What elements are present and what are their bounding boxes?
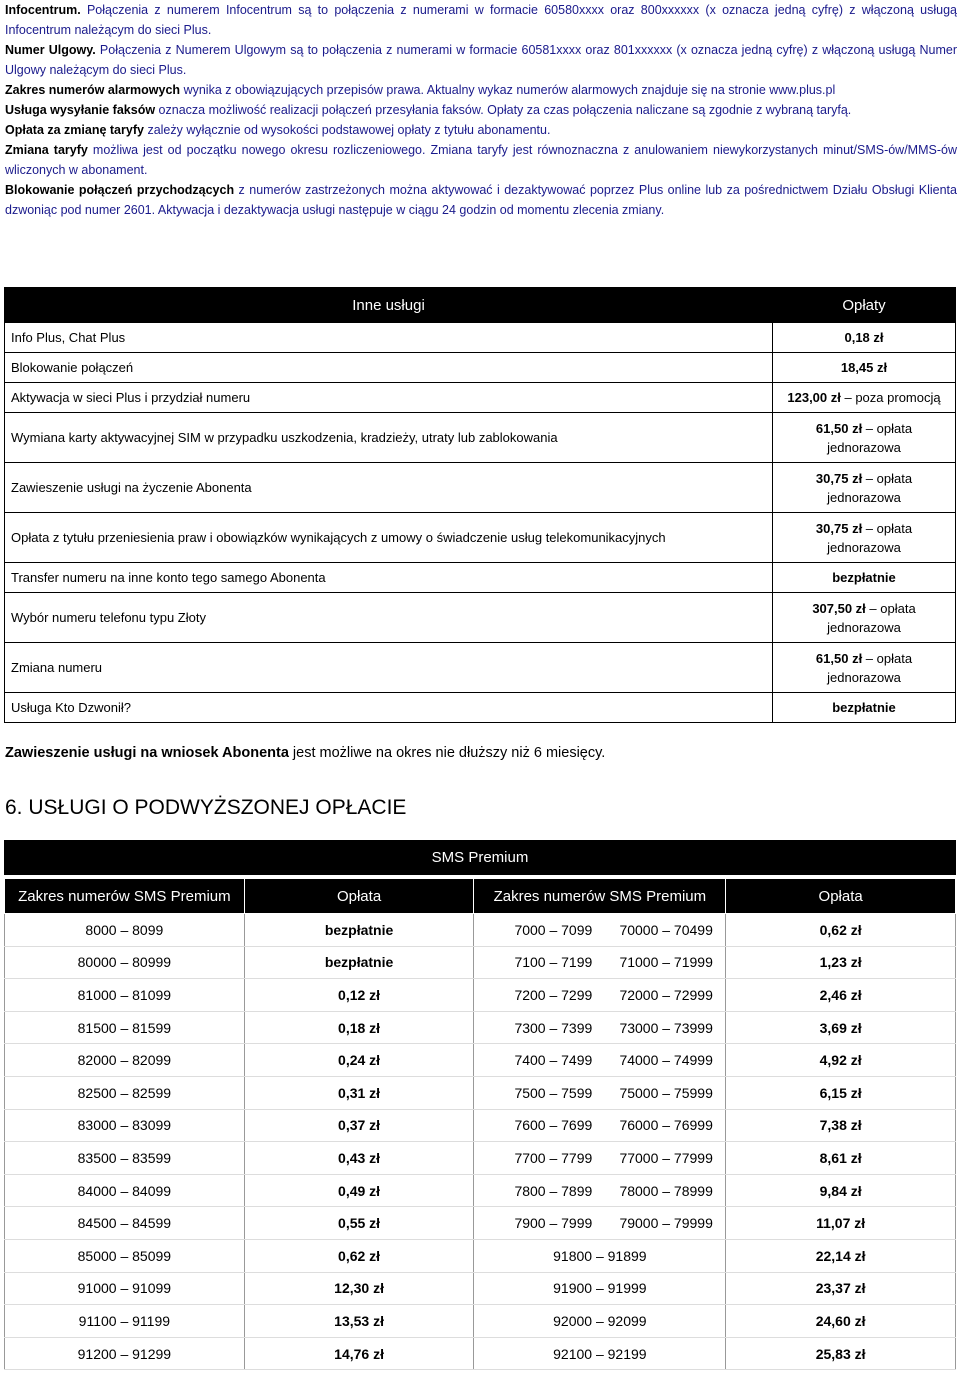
intro-fax-bold: Usługa wysyłanie faksów	[5, 103, 156, 117]
sms-range-1: 84500 – 84599	[5, 1207, 245, 1240]
intro-call-blocking-bold: Blokowanie połączeń przychodzących	[5, 183, 235, 197]
sms-range-2: 92100 – 92199	[474, 1337, 726, 1370]
sms-fee-2: 23,37 zł	[726, 1272, 956, 1305]
sms-fee-1: 0,43 zł	[244, 1142, 474, 1175]
sms-range-1: 82000 – 82099	[5, 1044, 245, 1077]
sms-range-2	[474, 1207, 726, 1240]
sms-range-2	[474, 979, 726, 1012]
sms-range-2-long: 75000 – 75999	[619, 1084, 713, 1101]
sms-row	[5, 946, 956, 979]
intro-tariff-fee-text: zależy wyłącznie od wysokości podstawowej opłaty z tytułu abonamentu.	[147, 123, 551, 137]
sms-range-2-long: 76000 – 76999	[619, 1117, 713, 1134]
services-row	[5, 693, 956, 723]
sms-row	[5, 1239, 956, 1272]
sms-range-1: 91100 – 91199	[5, 1305, 245, 1338]
service-fee-note: – poza promocją	[840, 390, 941, 405]
services-header-fee: Opłaty	[773, 288, 956, 323]
services-body	[5, 323, 956, 723]
services-row	[5, 513, 956, 563]
service-fee-note: – opłata jednorazowa	[827, 650, 913, 685]
sms-fee-1: bezpłatnie	[244, 914, 474, 947]
intro-tariff-change-text: możliwa jest od początku nowego okresu rozliczeniowego. Zmiana taryfy jest równoznaczna z anulowaniem niewykorzystanych minut/SMS-ów/MMS-ów wliczonych w abonament.	[5, 143, 957, 177]
service-name: Info Plus, Chat Plus	[5, 323, 773, 353]
service-fee	[773, 593, 956, 643]
sms-row	[5, 1142, 956, 1175]
sms-row	[5, 979, 956, 1012]
sms-body	[5, 914, 956, 1370]
sms-fee-2: 0,62 zł	[726, 914, 956, 947]
service-fee-amount: 30,75 zł	[815, 520, 863, 536]
sms-range-1: 80000 – 80999	[5, 946, 245, 979]
service-fee-note: – opłata jednorazowa	[827, 600, 916, 635]
services-row	[5, 463, 956, 513]
service-fee-amount: bezpłatnie	[832, 700, 896, 715]
sms-row	[5, 1305, 956, 1338]
sms-range-2-short: 7800 – 7899	[514, 1182, 593, 1199]
service-fee	[773, 563, 956, 593]
service-fee-amount: 18,45 zł	[840, 360, 888, 375]
sms-range-2-long: 79000 – 79999	[619, 1215, 713, 1232]
sms-fee-1: 0,62 zł	[244, 1239, 474, 1272]
service-fee	[773, 323, 956, 353]
sms-range-1: 85000 – 85099	[5, 1239, 245, 1272]
service-name: Zmiana numeru	[5, 643, 773, 693]
services-header-row	[5, 288, 956, 323]
sms-range-2	[474, 1109, 726, 1142]
intro-numer-ulgowy-bold: Numer Ulgowy.	[5, 43, 96, 57]
service-fee-note: – opłata jednorazowa	[827, 420, 913, 455]
sms-range-1: 81000 – 81099	[5, 979, 245, 1012]
intro-call-blocking-text: z numerów zastrzeżonych można aktywować i dezaktywować poprzez Plus online lub za pośrednictwem Działu Obsługi Klienta dzwoniąc pod numer 2601. Aktywacja i dezaktywacja usługi następuje w ciągu 24 godzin od momentu zlecenia zmiany.	[5, 183, 957, 217]
sms-range-2-short: 7100 – 7199	[514, 954, 593, 971]
intro-call-blocking	[5, 180, 957, 220]
service-name: Opłata z tytułu przeniesienia praw i obowiązków wynikających z umowy o świadczenie usług telekomunikacyjnych	[5, 513, 773, 563]
sms-range-2-long: 78000 – 78999	[619, 1182, 713, 1199]
service-fee-amount: 61,50 zł	[815, 420, 863, 436]
intro-infocentrum	[5, 0, 957, 40]
intro-numer-ulgowy	[5, 40, 957, 80]
sms-range-2-long: 73000 – 73999	[619, 1019, 713, 1036]
sms-fee-1: 0,31 zł	[244, 1076, 474, 1109]
sms-fee-2: 1,23 zł	[726, 946, 956, 979]
sms-range-2: 91900 – 91999	[474, 1272, 726, 1305]
sms-range-2	[474, 1011, 726, 1044]
sms-range-2-short: 7500 – 7599	[514, 1084, 593, 1101]
service-fee	[773, 463, 956, 513]
service-fee-amount: 123,00 zł	[787, 390, 841, 405]
sms-fee-1: 0,37 zł	[244, 1109, 474, 1142]
sms-header-range-2: Zakres numerów SMS Premium	[474, 879, 726, 914]
intro-numer-ulgowy-text: Połączenia z Numerem Ulgowym są to połączenia z numerami w formacie 60581xxxx oraz 801xxxxxx (x oznacza jedną cyfrę) z włączoną usługą Numer Ulgowy należącym do sieci Plus.	[5, 43, 958, 77]
sms-premium-table	[4, 878, 956, 1370]
service-fee-amount: 0,18 zł	[844, 330, 884, 345]
service-name: Wymiana karty aktywacyjnej SIM w przypadku uszkodzenia, kradzieży, utraty lub zablokowania	[5, 413, 773, 463]
sms-range-2-long: 77000 – 77999	[619, 1149, 713, 1166]
sms-premium-title: SMS Premium	[4, 840, 956, 875]
sms-fee-2: 7,38 zł	[726, 1109, 956, 1142]
sms-fee-1: 0,24 zł	[244, 1044, 474, 1077]
service-fee	[773, 643, 956, 693]
sms-range-2-long: 72000 – 72999	[619, 986, 713, 1003]
sms-range-2-short: 7600 – 7699	[514, 1117, 593, 1134]
sms-fee-1: bezpłatnie	[244, 946, 474, 979]
sms-fee-2: 4,92 zł	[726, 1044, 956, 1077]
sms-fee-1: 12,30 zł	[244, 1272, 474, 1305]
suspension-note	[5, 745, 605, 761]
service-name: Blokowanie połączeń	[5, 353, 773, 383]
intro-tariff-fee	[5, 120, 957, 140]
sms-range-1: 82500 – 82599	[5, 1076, 245, 1109]
sms-range-2-long: 71000 – 71999	[619, 954, 713, 971]
services-row	[5, 323, 956, 353]
sms-range-2	[474, 1044, 726, 1077]
suspension-note-text: jest możliwe na okres nie dłuższy niż 6 miesięcy.	[288, 745, 606, 761]
sms-header-row	[5, 879, 956, 914]
intro-infocentrum-text: Połączenia z numerem Infocentrum są to połączenia z numerami w formacie 60580xxxx oraz 800xxxxxx (x oznacza jedną cyfrę) z włączoną usługą Infocentrum należącym do sieci Plus.	[5, 3, 957, 37]
sms-range-1: 91200 – 91299	[5, 1337, 245, 1370]
sms-header-fee-1: Opłata	[244, 879, 474, 914]
intro-infocentrum-bold: Infocentrum.	[5, 3, 81, 17]
services-header-name: Inne usługi	[5, 288, 773, 323]
sms-range-2	[474, 1174, 726, 1207]
intro-alarm-bold: Zakres numerów alarmowych	[5, 83, 181, 97]
sms-row	[5, 914, 956, 947]
sms-fee-1: 0,55 zł	[244, 1207, 474, 1240]
sms-range-2-short: 7900 – 7999	[514, 1215, 593, 1232]
sms-row	[5, 1011, 956, 1044]
sms-range-1: 91000 – 91099	[5, 1272, 245, 1305]
service-fee	[773, 413, 956, 463]
services-row	[5, 383, 956, 413]
services-row	[5, 563, 956, 593]
intro-fax-text: oznacza możliwość realizacji połączeń przesyłania faksów. Opłaty za czas połączenia naliczane są zgodnie z wybraną taryfą.	[158, 103, 852, 117]
sms-fee-2: 2,46 zł	[726, 979, 956, 1012]
sms-range-2	[474, 1076, 726, 1109]
service-fee-note: – opłata jednorazowa	[827, 520, 913, 555]
sms-range-2-long: 74000 – 74999	[619, 1052, 713, 1069]
intro-paragraphs	[5, 0, 957, 220]
sms-range-2	[474, 914, 726, 947]
services-table	[4, 287, 956, 723]
service-name: Transfer numeru na inne konto tego samego Abonenta	[5, 563, 773, 593]
sms-fee-1: 0,18 zł	[244, 1011, 474, 1044]
sms-header-fee-2: Opłata	[726, 879, 956, 914]
service-fee	[773, 693, 956, 723]
sms-row	[5, 1174, 956, 1207]
sms-fee-2: 8,61 zł	[726, 1142, 956, 1175]
intro-tariff-change	[5, 140, 957, 180]
section-heading: 6. USŁUGI O PODWYŻSZONEJ OPŁACIE	[5, 796, 407, 819]
sms-range-2: 92000 – 92099	[474, 1305, 726, 1338]
sms-row	[5, 1109, 956, 1142]
service-fee	[773, 513, 956, 563]
sms-fee-2: 3,69 zł	[726, 1011, 956, 1044]
sms-fee-2: 9,84 zł	[726, 1174, 956, 1207]
sms-range-2	[474, 1142, 726, 1175]
services-row	[5, 643, 956, 693]
service-fee	[773, 353, 956, 383]
sms-fee-2: 25,83 zł	[726, 1337, 956, 1370]
sms-fee-2: 11,07 zł	[726, 1207, 956, 1240]
service-fee-amount: 307,50 zł	[812, 600, 866, 616]
intro-alarm-numbers	[5, 80, 957, 100]
sms-range-1: 83500 – 83599	[5, 1142, 245, 1175]
sms-range-2	[474, 946, 726, 979]
sms-fee-2: 22,14 zł	[726, 1239, 956, 1272]
intro-fax	[5, 100, 957, 120]
sms-row	[5, 1076, 956, 1109]
sms-fee-1: 14,76 zł	[244, 1337, 474, 1370]
intro-alarm-text: wynika z obowiązujących przepisów prawa. Aktualny wykaz numerów alarmowych znajduje się na stronie www.plus.pl	[183, 83, 836, 97]
sms-fee-1: 13,53 zł	[244, 1305, 474, 1338]
sms-fee-2: 24,60 zł	[726, 1305, 956, 1338]
sms-fee-1: 0,12 zł	[244, 979, 474, 1012]
sms-row	[5, 1272, 956, 1305]
service-name: Zawieszenie usługi na życzenie Abonenta	[5, 463, 773, 513]
service-name: Aktywacja w sieci Plus i przydział numeru	[5, 383, 773, 413]
suspension-note-bold: Zawieszenie usługi na wniosek Abonenta	[5, 745, 289, 761]
intro-tariff-change-bold: Zmiana taryfy	[5, 143, 88, 157]
service-fee	[773, 383, 956, 413]
services-row	[5, 593, 956, 643]
sms-range-2-short: 7200 – 7299	[514, 986, 593, 1003]
sms-row	[5, 1207, 956, 1240]
sms-range-1: 81500 – 81599	[5, 1011, 245, 1044]
service-name: Usługa Kto Dzwonił?	[5, 693, 773, 723]
sms-range-2-short: 7300 – 7399	[514, 1019, 593, 1036]
services-row	[5, 413, 956, 463]
sms-range-1: 84000 – 84099	[5, 1174, 245, 1207]
service-fee-amount: 61,50 zł	[815, 650, 863, 666]
sms-range-2-short: 7000 – 7099	[514, 921, 593, 938]
sms-range-1: 8000 – 8099	[5, 914, 245, 947]
sms-fee-2: 6,15 zł	[726, 1076, 956, 1109]
service-fee-note: – opłata jednorazowa	[827, 470, 913, 505]
intro-tariff-fee-bold: Opłata za zmianę taryfy	[5, 123, 144, 137]
services-row	[5, 353, 956, 383]
sms-row	[5, 1044, 956, 1077]
service-fee-amount: 30,75 zł	[815, 470, 863, 486]
service-fee-amount: bezpłatnie	[832, 570, 896, 585]
sms-header-range-1: Zakres numerów SMS Premium	[5, 879, 245, 914]
sms-range-1: 83000 – 83099	[5, 1109, 245, 1142]
sms-range-2-short: 7700 – 7799	[514, 1149, 593, 1166]
sms-row	[5, 1337, 956, 1370]
service-name: Wybór numeru telefonu typu Złoty	[5, 593, 773, 643]
sms-range-2-short: 7400 – 7499	[514, 1052, 593, 1069]
sms-range-2: 91800 – 91899	[474, 1239, 726, 1272]
sms-range-2-long: 70000 – 70499	[619, 921, 713, 938]
sms-fee-1: 0,49 zł	[244, 1174, 474, 1207]
